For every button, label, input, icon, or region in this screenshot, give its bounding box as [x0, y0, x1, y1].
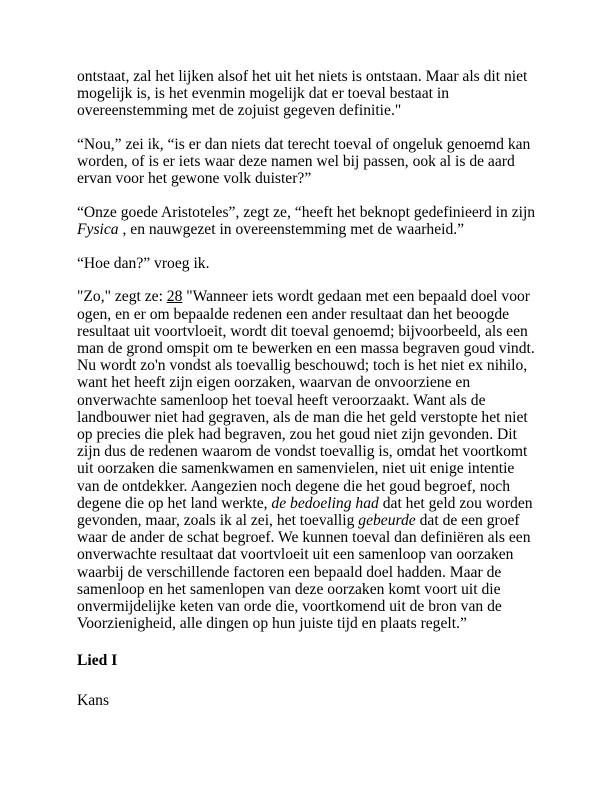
section-heading: Lied I	[77, 652, 118, 670]
paragraph-1: ontstaat, zal het lijken alsof het uit het niets is ontstaan. Maar als dit niet mogelijk is, is het evenmin mogelijk dat er toeval bestaat in overeenstemming met de zojuist gegeven definitie."	[77, 68, 528, 120]
emphasis-text: de bedoeling had	[271, 494, 379, 512]
paragraph-5: "Zo," zegt ze: 28 "Wanneer iets wordt gedaan met een bepaald doel voor ogen, en er om bepaalde redenen een ander resultaat dan het beoogde resultaat uit voortvloeit, wordt dit toeval genoemd; bijvoorbeeld, als een man de grond omspit om te bewerken en een massa begraven goud vindt. Nu wordt zo'n vondst als toevallig beschouwd; toch is het niet ex nihilo, want het heeft zijn eigen oorzaken, waarvan de onvoorziene en onverwachte samenloop het toeval heeft veroorzaakt. Want als de landbouwer niet had gegraven, als de man die het geld verstopte het niet op precies die plek had begraven, zou het goud niet zijn gevonden. Dit zijn dus de redenen waarom de vondst toevallig is, omdat het voortkomt uit oorzaken die samenkwamen en samenvielen, niet uit enige intentie van de ontdekker. Aangezien noch degene die het goud begroef, noch degene die op het land werkte, de bedoeling had dat het geld zou worden gevonden, maar, zoals ik al zei, het toevallig gebeurde dat de een groef waar de ander de schat begroef. We kunnen toeval dan definiëren als een onverwachte resultaat dat voortvloeit uit een samenloop van oorzaken waarbij de verschillende factoren een bepaald doel hadden. Maar de samenloop en het samenlopen van deze oorzaken komt voort uit die onvermijdelijke keten van orde die, voortkomend uit de bron van de Voorzienigheid, alle dingen op hun juiste tijd en plaats regelt.”	[77, 288, 535, 633]
section-subheading: Kans	[77, 691, 110, 709]
footnote-link[interactable]: 28	[166, 288, 183, 306]
document-page	[77, 68, 537, 725]
paragraph-4: “Hoe dan?” vroeg ik.	[77, 254, 210, 272]
paragraph-2: “Nou,” zei ik, “is er dan niets dat terecht toeval of ongeluk genoemd kan worden, of is er iets waar deze namen wel bij passen, ook al is de aard ervan voor het gewone volk duister?”	[77, 136, 531, 188]
paragraph-3: “Onze goede Aristoteles”, zegt ze, “heeft het beknopt gedefinieerd in zijn Fysica , en nauwgezet in overeenstemming met de waarheid.”	[77, 204, 536, 239]
book-title: Fysica	[77, 221, 119, 239]
emphasis-text: gebeurde	[358, 512, 416, 530]
